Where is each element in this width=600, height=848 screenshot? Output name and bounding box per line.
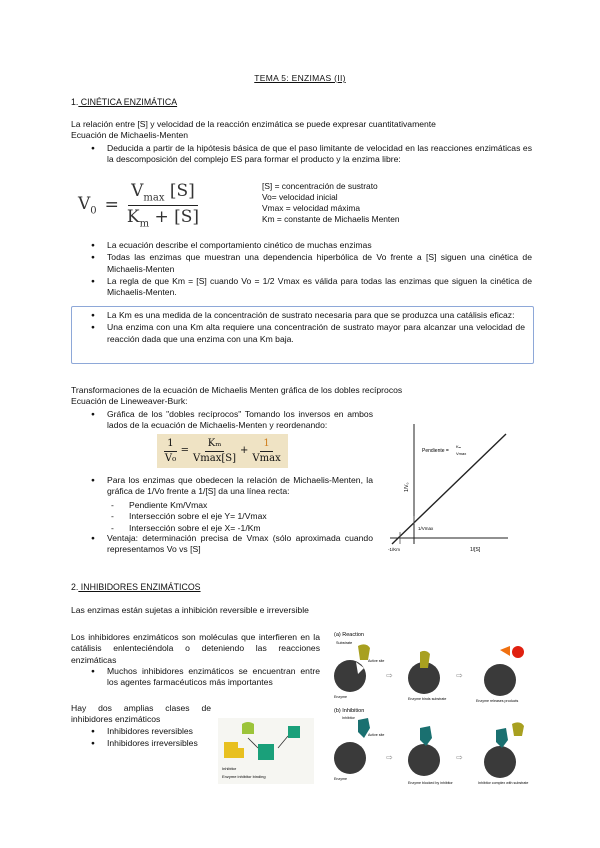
graph-slope-num: Kₘ <box>456 444 462 449</box>
fig-inhibitor-label: Inhibitor <box>342 716 355 720</box>
list-item: ● Todas las enzimas que muestran una dependencia hiperbólica de Vo frente a [S] siguen una cinética de Michaelis-Menten <box>89 252 532 275</box>
intro-text: La relación entre [S] y velocidad de la reacción enzimática se puede expresar cuantitativamente Ecuación de Michaelis-Menten <box>71 119 436 141</box>
inhibitor-shape <box>288 726 300 738</box>
small-fig-caption: Inhibitor <box>222 766 237 771</box>
graph-x-intercept: -1/Km <box>388 547 401 552</box>
inhibitor-icon <box>420 726 432 746</box>
legend-item: Km = constante de Michaelis Menten <box>262 214 400 225</box>
enzyme-icon <box>334 742 366 774</box>
fig-b-label: (b) Inhibition <box>334 708 365 714</box>
list-item: ● Ventaja: determinación precisa de Vmax (sólo aproximada cuando representamos Vo vs [S] <box>89 533 373 556</box>
enzyme-icon <box>408 744 440 776</box>
inhibitor-shape <box>258 744 274 760</box>
list-item: ● La ecuación describe el comportamiento cinético de muchas enzimas <box>89 240 532 251</box>
graph-y-label: 1/V₀ <box>404 482 410 492</box>
list-item: ● Gráfica de los "dobles recíprocos" Tomando los inversos en ambos lados de la ecuación de Michaelis-Menten y reordenando: <box>89 409 373 432</box>
fig-enzyme-label-2: Enzyme <box>334 777 347 781</box>
product-icon <box>512 646 524 658</box>
derive-list <box>89 143 532 167</box>
list-item: ● La Km es una medida de la concentración de sustrato necesaria para que se produzca una catálisis eficaz: <box>89 310 525 321</box>
inhibitors-text: Los inhibidores enzimáticos son moléculas que interfieren en la catálisis enlenteciéndola o deteniendo las reacciones enzimáticas <box>71 632 320 665</box>
fig-a-label: (a) Reaction <box>334 632 364 638</box>
lb-dash-list <box>107 500 367 534</box>
graph-y-intercept: 1/Vmax <box>418 526 434 531</box>
classes-text: Hay dos amplias clases de inhibidores enzimáticos <box>71 703 211 725</box>
lb-list-1 <box>89 409 373 433</box>
fig-binds-label: Enzyme binds substrate <box>408 697 447 701</box>
mm-bullets <box>89 240 532 300</box>
list-item: ● La regla de que Km = [S] cuando Vo = 1/2 Vmax es válida para todas las enzimas que siguen la cinética de Michaelis-Menten. <box>89 276 532 299</box>
section-1-heading: 1. CINÉTICA ENZIMÁTICA <box>71 97 178 107</box>
section-2-heading: 2. INHIBIDORES ENZIMÁTICOS <box>71 582 201 592</box>
graph-slope-den: Vmax <box>456 451 467 456</box>
lineweaver-burk-formula: $\frac{1}{\text{V₀}}$ = $\frac{\text{Kₘ}}{Vmax[S]}$ + $\frac{1}{Vmax}$ <box>157 434 288 468</box>
list-item: - Pendiente Km/Vmax <box>107 500 367 511</box>
list-item: ● Deducida a partir de la hipótesis básica de que el paso limitante de velocidad en las reacciones enzimáticas es la descomposición del complejo ES para formar el producto y la enzima libre: <box>89 143 532 166</box>
graph-slope-label: Pendiente = <box>422 448 449 454</box>
inhibition-text: Las enzimas están sujetas a inhibición reversible e irreversible <box>71 605 309 615</box>
inhibitors-list <box>89 666 320 690</box>
arrow-icon: ⇨ <box>456 753 463 762</box>
fig-active-site-label-2: Active site <box>368 733 385 737</box>
page-title: TEMA 5: ENZIMAS (II) <box>254 73 346 83</box>
fig-blocked-label: Enzyme blocked by inhibitor <box>408 781 453 785</box>
arrow-icon: ⇨ <box>386 671 393 680</box>
list-item: ● Inhibidores reversibles <box>89 726 229 737</box>
lb-list-3 <box>89 533 373 557</box>
lb-list-2 <box>89 475 373 499</box>
lineweaver-burk-graph <box>384 420 514 560</box>
legend-item: [S] = concentración de sustrato <box>262 181 378 191</box>
fig-substrate-label: Substrate <box>336 641 353 645</box>
enzyme-icon <box>484 746 516 778</box>
legend-item: Vo= velocidad inicial <box>262 192 338 203</box>
small-fig-caption2: Enzyme inhibitor binding <box>222 774 266 779</box>
list-item: ● Inhibidores irreversibles <box>89 738 229 749</box>
product-icon <box>500 646 510 656</box>
list-item: ● Una enzima con una Km alta requiere una concentración de sustrato mayor para alcanzar una velocidad de reacción dada que una enzima con una Km baja. <box>89 322 525 345</box>
legend-item: Vmax = velocidad máxima <box>262 203 360 214</box>
list-item: ● Muchos inhibidores enzimáticos se encuentran entre los agentes farmacéuticos más importantes <box>89 666 320 689</box>
fig-complex-label: Inhibitor complex with substrate <box>478 781 529 785</box>
arrow-icon: ⇨ <box>456 671 463 680</box>
lb-intro: Transformaciones de la ecuación de Michaelis Menten gráfica de los dobles recíprocos Ecuación de Lineweaver-Burk: <box>71 385 403 407</box>
enzyme-icon <box>334 660 366 692</box>
enzyme-reaction-figure <box>328 628 536 792</box>
arrow-icon: ⇨ <box>386 753 393 762</box>
fig-enzyme-label: Enzyme <box>334 695 347 699</box>
inhibitor-icon <box>496 728 508 748</box>
small-inhibitor-figure <box>218 718 314 784</box>
enzyme-icon <box>484 664 516 696</box>
list-item: ● Para los enzimas que obedecen la relación de Michaelis-Menten, la gráfica de 1/Vo frente a 1/[S] da una línea recta: <box>89 475 373 498</box>
fig-active-site-label: Active site <box>368 659 385 663</box>
fig-releases-label: Enzyme releases products <box>476 699 519 703</box>
substrate-icon <box>358 644 370 660</box>
list-item: - Intersección sobre el eje Y= 1/Vmax <box>107 511 367 522</box>
classes-list <box>89 726 229 751</box>
substrate-shape <box>242 722 254 734</box>
graph-x-label: 1/[S] <box>470 547 481 553</box>
formula-legend <box>262 181 400 225</box>
km-note-list <box>89 310 525 346</box>
list-item: - Intersección sobre el eje X= -1/Km <box>107 523 367 534</box>
michaelis-menten-formula: $V_0$ = $\frac{V_{max} [S]}{K_m + [S]}$ <box>78 181 200 229</box>
substrate-icon <box>512 722 524 736</box>
